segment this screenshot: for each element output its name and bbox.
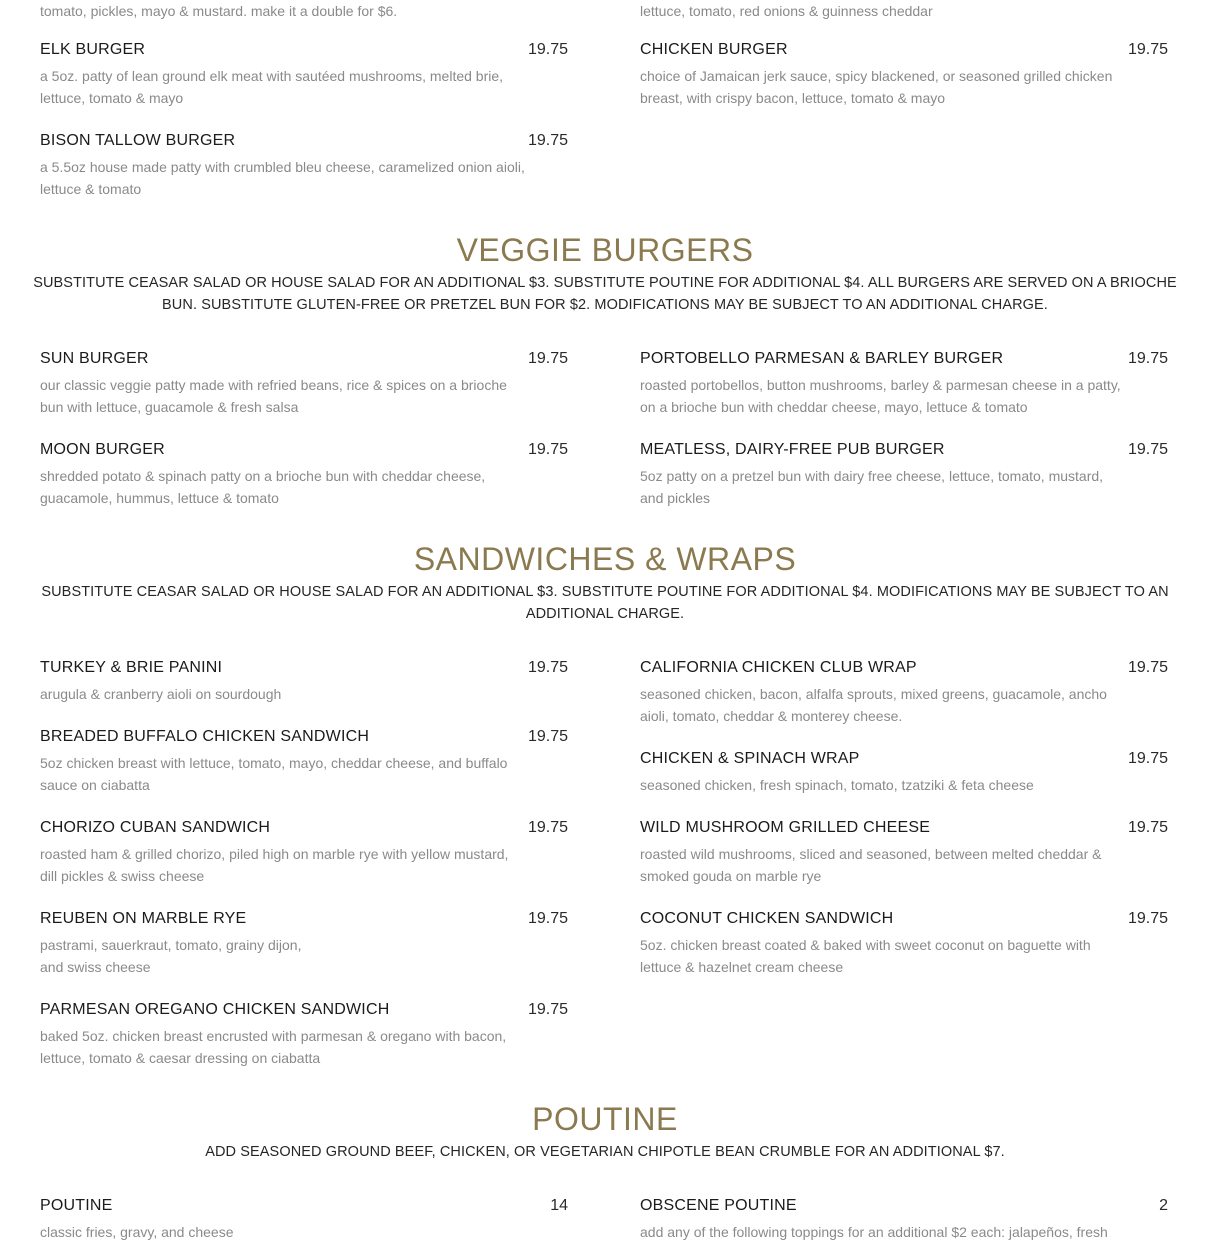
section-title-veggie-burgers: VEGGIE BURGERS — [456, 232, 754, 268]
item-price: 19.75 — [1127, 659, 1168, 676]
item-name: CHORIZO CUBAN SANDWICH — [40, 819, 271, 836]
section-note-veggie-burgers: SUBSTITUTE CEASAR SALAD OR HOUSE SALAD FOR AN ADDITIONAL $3. SUBSTITUTE POUTINE FOR ADDITIONAL $4. ALL BURGERS ARE SERVED ON A BRIOCHE BUN. SUBSTITUTE GLUTEN-FREE OR PRETZEL BUN FOR $2. MODIFICATIONS MAY BE SUBJECT TO AN ADDITIONAL CHARGE. — [33, 275, 1177, 313]
item-price: 19.75 — [527, 41, 568, 58]
item-name: POUTINE — [40, 1197, 113, 1214]
item-price: 19.75 — [527, 441, 568, 458]
item-name: TURKEY & BRIE PANINI — [40, 659, 223, 676]
item-description: seasoned chicken, fresh spinach, tomato, tzatziki & feta cheese — [640, 777, 1034, 793]
item-name: PORTOBELLO PARMESAN & BARLEY BURGER — [640, 350, 1004, 367]
item-price: 19.75 — [527, 910, 568, 927]
section-note-sandwiches-wraps: SUBSTITUTE CEASAR SALAD OR HOUSE SALAD FOR AN ADDITIONAL $3. SUBSTITUTE POUTINE FOR ADDITIONAL $4. MODIFICATIONS MAY BE SUBJECT TO AN ADDITIONAL CHARGE. — [41, 584, 1169, 622]
section-title-sandwiches-wraps: SANDWICHES & WRAPS — [413, 541, 797, 577]
section-title-poutine: POUTINE — [532, 1101, 678, 1137]
item-description: pastrami, sauerkraut, tomato, grainy dijon, and swiss cheese — [40, 937, 302, 975]
item-name: MEATLESS, DAIRY-FREE PUB BURGER — [640, 441, 945, 458]
item-name: SUN BURGER — [40, 350, 149, 367]
item-description: classic fries, gravy, and cheese — [40, 1224, 234, 1240]
item-description: our classic veggie patty made with refried beans, rice & spices on a brioche bun with lettuce, guacamole & fresh salsa — [40, 377, 507, 415]
item-price: 19.75 — [1127, 441, 1168, 458]
item-price: 19.75 — [527, 350, 568, 367]
item-description: a 5.5oz house made patty with crumbled bleu cheese, caramelized onion aioli, lettuce & tomato — [40, 159, 525, 197]
item-description: seasoned chicken, bacon, alfalfa sprouts, mixed greens, guacamole, ancho aioli, tomato, cheddar & monterey cheese. — [640, 686, 1107, 724]
item-description: add any of the following toppings for an additional $2 each: jalapeños, fresh — [640, 1224, 1108, 1240]
item-name: REUBEN ON MARBLE RYE — [40, 910, 247, 927]
item-price: 19.75 — [1127, 910, 1168, 927]
item-description: 5oz patty on a pretzel bun with dairy free cheese, lettuce, tomato, mustard, and pickles — [640, 468, 1104, 506]
item-name: ELK BURGER — [40, 41, 146, 58]
item-price: 19.75 — [527, 1001, 568, 1018]
item-name: WILD MUSHROOM GRILLED CHEESE — [640, 819, 931, 836]
item-price: 19.75 — [527, 132, 568, 149]
item-price: 19.75 — [1127, 41, 1168, 58]
item-name: CHICKEN & SPINACH WRAP — [640, 750, 860, 767]
item-name: BISON TALLOW BURGER — [40, 132, 236, 149]
item-name: CALIFORNIA CHICKEN CLUB WRAP — [640, 659, 917, 676]
item-name: OBSCENE POUTINE — [640, 1197, 797, 1214]
item-name: COCONUT CHICKEN SANDWICH — [640, 910, 894, 927]
item-price: 19.75 — [1127, 750, 1168, 767]
item-description: roasted portobellos, button mushrooms, barley & parmesan cheese in a patty, on a brioche bun with cheddar cheese, mayo, lettuce & tomato — [640, 377, 1121, 415]
item-price: 19.75 — [527, 819, 568, 836]
item-description: a 5oz. patty of lean ground elk meat with sautéed mushrooms, melted brie, lettuce, tomato & mayo — [40, 68, 504, 106]
item-price: 19.75 — [1127, 819, 1168, 836]
item-description: choice of Jamaican jerk sauce, spicy blackened, or seasoned grilled chicken breast, with crispy bacon, lettuce, tomato & mayo — [640, 68, 1113, 106]
item-name: MOON BURGER — [40, 441, 165, 458]
item-description: roasted ham & grilled chorizo, piled high on marble rye with yellow mustard, dill pickles & swiss cheese — [40, 846, 509, 884]
item-description: lettuce, tomato, red onions & guinness cheddar — [640, 3, 933, 19]
item-price: 19.75 — [1127, 350, 1168, 367]
item-description: arugula & cranberry aioli on sourdough — [40, 686, 282, 702]
item-price: 2 — [1159, 1197, 1168, 1214]
item-name: CHICKEN BURGER — [640, 41, 788, 58]
item-description: tomato, pickles, mayo & mustard. make it a double for $6. — [40, 3, 398, 19]
item-description: 5oz chicken breast with lettuce, tomato, mayo, cheddar cheese, and buffalo sauce on ciabatta — [40, 755, 508, 793]
item-name: BREADED BUFFALO CHICKEN SANDWICH — [40, 728, 370, 745]
item-price: 19.75 — [527, 659, 568, 676]
item-description: shredded potato & spinach patty on a brioche bun with cheddar cheese, guacamole, hummus, lettuce & tomato — [40, 468, 486, 506]
item-name: PARMESAN OREGANO CHICKEN SANDWICH — [40, 1001, 390, 1018]
section-note-poutine: ADD SEASONED GROUND BEEF, CHICKEN, OR VEGETARIAN CHIPOTLE BEAN CRUMBLE FOR AN ADDITIONAL $7. — [205, 1144, 1005, 1160]
item-description: 5oz. chicken breast coated & baked with sweet coconut on baguette with lettuce & hazelnet cream cheese — [640, 937, 1091, 975]
item-price: 14 — [550, 1197, 568, 1214]
item-description: roasted wild mushrooms, sliced and seasoned, between melted cheddar & smoked gouda on marble rye — [640, 846, 1102, 884]
item-description: baked 5oz. chicken breast encrusted with parmesan & oregano with bacon, lettuce, tomato & caesar dressing on ciabatta — [40, 1028, 507, 1066]
item-price: 19.75 — [527, 728, 568, 745]
